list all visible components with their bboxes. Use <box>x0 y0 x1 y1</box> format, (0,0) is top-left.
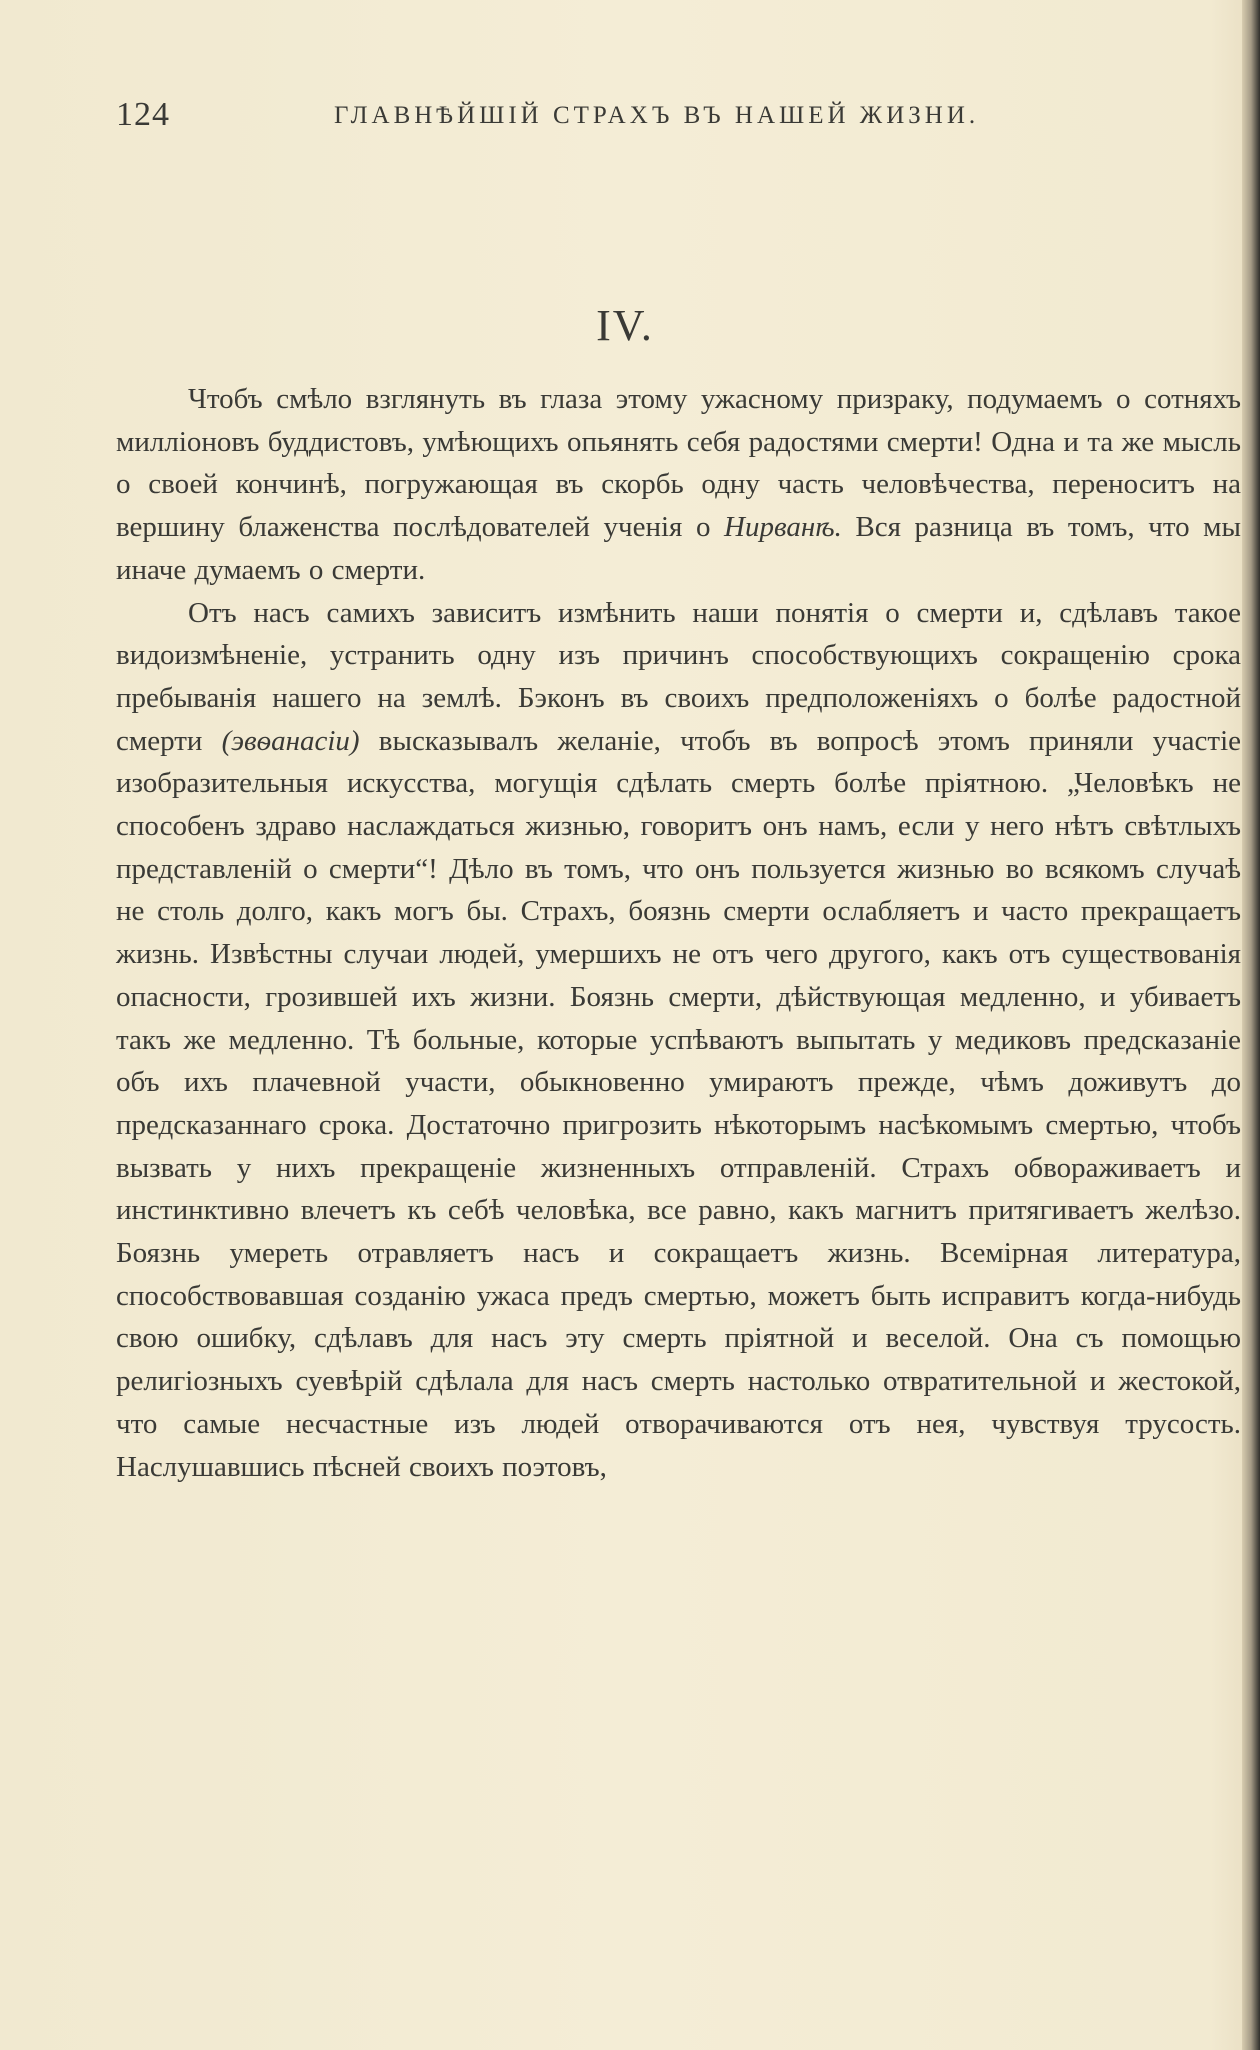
paragraph-1-text-before-emphasis: Чтобъ смѣло взглянуть въ глаза этому ужасному призраку, подумаемъ о сотняхъ милліоновъ буддистовъ, умѣющихъ опьянять себя радостями смерти! Одна и та же мысль о своей кончинѣ, погружающая въ скорбь одну часть человѣчества, переноситъ на вершину блаженства послѣдователей ученія о <box>116 383 1241 544</box>
main-text <box>116 378 1241 1488</box>
paragraph-2 <box>116 592 1241 1489</box>
paragraph-1-text-after-emphasis: Вся разница въ томъ, что мы иначе думаемъ о смерти. <box>116 511 1242 586</box>
paragraph-2-text-after-emphasis: высказывалъ желаніе, чтобъ въ вопросѣ этомъ приняли участіе изобразительныя искусства, могущія сдѣлать смерть болѣе пріятною. „Человѣкъ не способенъ здраво наслаждаться жизнью, говоритъ онъ намъ, если у него нѣтъ свѣтлыхъ представленій о смерти“! Дѣло въ томъ, что онъ пользуется жизнью во всякомъ случаѣ не столь долго, какъ могъ бы. Страхъ, боязнь смерти ослабляетъ и часто прекращаетъ жизнь. Извѣстны случаи людей, умершихъ не отъ чего другого, какъ отъ существованія опасности, грозившей ихъ жизни. Боязнь смерти, дѣйствующая медленно, и убиваетъ такъ же медленно. Тѣ больные, которые успѣваютъ выпытать у медиковъ предсказаніе объ ихъ плачевной участи, обыкновенно умираютъ прежде, чѣмъ доживутъ до предсказаннаго срока. Достаточно пригрозить нѣкоторымъ насѣкомымъ смертью, чтобъ вызвать у нихъ прекращеніе жизненныхъ отправленій. Страхъ обвораживаетъ и инстинктивно влечетъ къ себѣ человѣка, все равно, какъ магнитъ притягиваетъ желѣзо. Боязнь умереть отравляетъ насъ и сокращаетъ жизнь. Всемірная литература, способствовавшая созданію ужаса предъ смертью, можетъ быть исправитъ когда-нибудь свою ошибку, сдѣлавъ для насъ эту смерть пріятной и веселой. Она съ помощью религіозныхъ суевѣрій сдѣлала для насъ смерть настолько отвратительной и жестокой, что самые несчастные изъ людей отворачиваются отъ нея, чувствуя трусость. Наслушавшись пѣсней своихъ поэтовъ, <box>116 724 1241 1483</box>
paragraph-1-emphasis: Нирванѣ. <box>724 511 842 544</box>
paragraph-2-emphasis: (эвѳанасіи) <box>221 724 360 757</box>
paragraph-1 <box>116 378 1241 592</box>
page-header <box>116 96 1206 136</box>
running-head: ГЛАВНѢЙШІЙ СТРАХЪ ВЪ НАШЕЙ ЖИЗНИ. <box>334 102 980 129</box>
section-title: IV. <box>596 301 654 350</box>
paragraph-2-text-before-emphasis: Отъ насъ самихъ зависитъ измѣнить наши понятія о смерти и, сдѣлавъ такое видоизмѣненіе, устранить одну изъ причинъ способствующихъ сокращенію срока пребыванія нашего на землѣ. Бэконъ въ своихъ предположеніяхъ о болѣе радостной смерти <box>116 596 1241 757</box>
page-number: 124 <box>116 96 170 133</box>
